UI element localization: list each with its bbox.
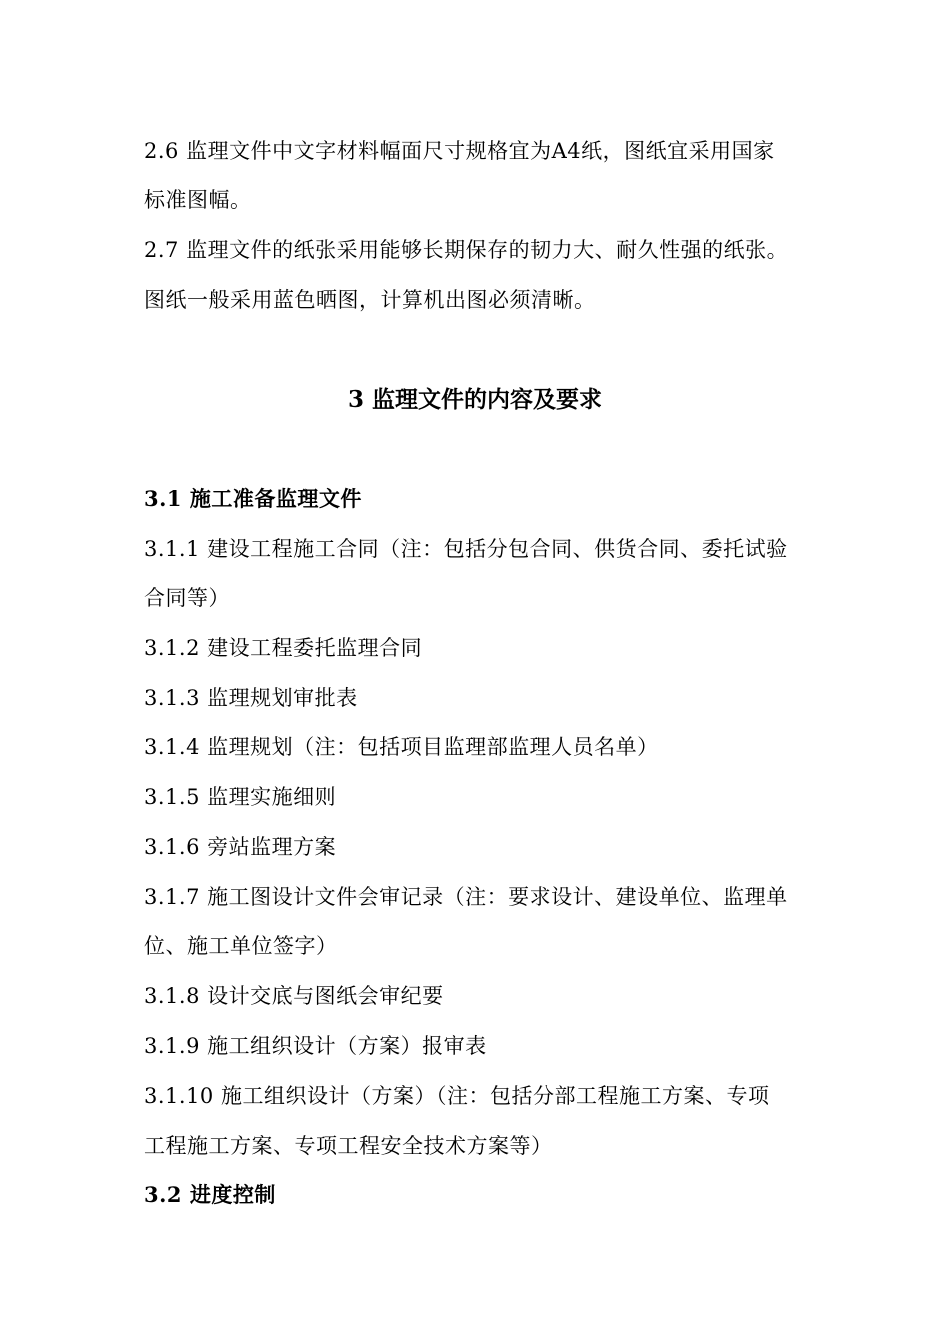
paragraph-2-6-line-1: 2.6 监理文件中文字材料幅面尺寸规格宜为A4纸，图纸宜采用国家	[144, 139, 775, 163]
item-3-1-5: 3.1.5 监理实施细则	[144, 785, 337, 809]
item-3-1-6: 3.1.6 旁站监理方案	[144, 835, 337, 859]
item-3-1-7-line-2: 位、施工单位签字）	[144, 934, 338, 958]
item-3-1-9: 3.1.9 施工组织设计（方案）报审表	[144, 1034, 487, 1058]
section-3-title: 3 监理文件的内容及要求	[347, 386, 602, 413]
subsection-3-2-title: 3.2 进度控制	[144, 1182, 276, 1207]
item-3-1-4: 3.1.4 监理规划（注：包括项目监理部监理人员名单）	[144, 735, 659, 759]
item-3-1-2: 3.1.2 建设工程委托监理合同	[144, 636, 423, 660]
item-3-1-1-line-2: 合同等）	[144, 586, 230, 610]
item-3-1-7-line-1: 3.1.7 施工图设计文件会审记录（注：要求设计、建设单位、监理单	[144, 885, 788, 909]
item-3-1-10-line-2: 工程施工方案、专项工程安全技术方案等）	[144, 1134, 553, 1158]
item-3-1-1-line-1: 3.1.1 建设工程施工合同（注：包括分包合同、供货合同、委托试验	[144, 537, 788, 561]
paragraph-2-6-line-2: 标准图幅。	[144, 188, 252, 212]
subsection-3-1-title: 3.1 施工准备监理文件	[144, 486, 362, 511]
item-3-1-10-line-1: 3.1.10 施工组织设计（方案）（注：包括分部工程施工方案、专项	[144, 1084, 770, 1108]
paragraph-2-7-line-1: 2.7 监理文件的纸张采用能够长期保存的韧力大、耐久性强的纸张。	[144, 238, 789, 262]
item-3-1-3: 3.1.3 监理规划审批表	[144, 686, 358, 710]
paragraph-2-7-line-2: 图纸一般采用蓝色晒图，计算机出图必须清晰。	[144, 288, 596, 312]
item-3-1-8: 3.1.8 设计交底与图纸会审纪要	[144, 984, 444, 1008]
